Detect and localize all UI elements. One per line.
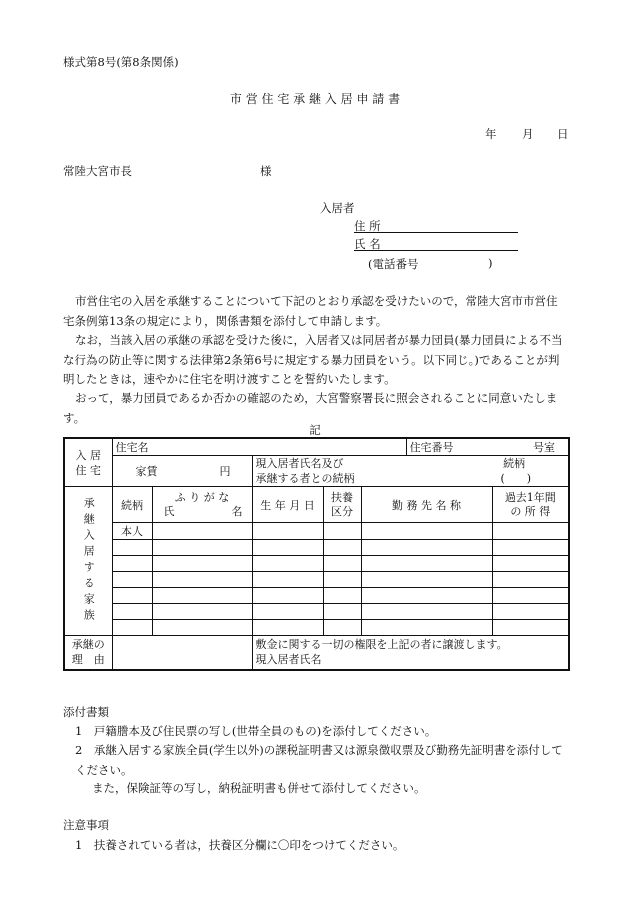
address-field[interactable] xyxy=(354,218,518,233)
attachment-item-2: 2 承継入居する家族全員(学生以外)の課税証明書又は源泉徴収票及び勤務先証明書を添付してください。 xyxy=(75,743,563,777)
rent-cell[interactable]: 家賃 円 xyxy=(112,456,252,487)
addressee-mayor: 常陸大宮市長 xyxy=(63,164,132,178)
col-income: 過去1年間 の 所 得 xyxy=(492,487,569,523)
col-zokugara: 続柄 xyxy=(112,487,152,523)
col-fuyo: 扶養 区分 xyxy=(323,487,361,523)
relation-cell[interactable]: 現入居者氏名及び 続柄 承継する者との続柄 ( ) xyxy=(252,456,569,487)
reason-input[interactable] xyxy=(112,636,252,670)
transfer-cell[interactable]: 敷金に関する一切の権限を上記の者に譲渡します。 現入居者氏名 xyxy=(252,636,569,670)
date-year: 年 xyxy=(485,127,497,141)
table-row[interactable] xyxy=(64,556,569,572)
body-paragraph-1: 市営住宅の入居を承継することについて下記のとおり承認を受けたいので，常陸大宮市市営住宅条例第13条の規定により，関係書類を添付して申請します。 xyxy=(63,294,558,328)
note-item-1: 1 扶養されている者は，扶養区分欄に〇印をつけてください。 xyxy=(75,838,405,852)
attachment-item-3: また，保険証等の写し，納税証明書も併せて添付してください。 xyxy=(92,781,426,795)
table-row[interactable] xyxy=(64,604,569,620)
housing-name-cell[interactable]: 住宅名 xyxy=(112,438,406,456)
body-paragraph-3: おって，暴力団員であるか否かの確認のため，大宮警察署長に照会されることに同意いたします。 xyxy=(63,391,558,425)
table-row[interactable] xyxy=(64,572,569,588)
reason-label: 承継の 理 由 xyxy=(64,636,112,670)
name-label: 氏 名 xyxy=(354,237,381,251)
addressee-sama: 様 xyxy=(260,164,272,178)
applicant-heading: 入居者 xyxy=(320,201,355,215)
col-furigana-name: ふ り が な 氏 名 xyxy=(152,487,252,523)
housing-number-cell[interactable]: 住宅番号 号室 xyxy=(406,438,569,456)
address-label: 住 所 xyxy=(354,219,381,233)
phone-close: ) xyxy=(488,256,493,270)
col-workplace: 勤 務 先 名 称 xyxy=(361,487,492,523)
table-row[interactable] xyxy=(64,540,569,556)
date-month: 月 xyxy=(522,127,534,141)
page-title: 市 営 住 宅 承 継 入 居 申 請 書 xyxy=(229,92,401,106)
ki-heading: 記 xyxy=(309,423,321,437)
table-row[interactable] xyxy=(64,588,569,604)
notes-heading: 注意事項 xyxy=(63,818,109,832)
family-label: 承継入居する家族 xyxy=(64,487,112,636)
attachment-item-1: 1 戸籍謄本及び住民票の写し(世帯全員のもの)を添付してください。 xyxy=(75,724,437,738)
form-number: 様式第8号(第8条関係) xyxy=(63,55,179,69)
housing-label: 入 居 住 宅 xyxy=(64,438,112,487)
phone-label: (電話番号 xyxy=(368,257,419,271)
application-table xyxy=(63,437,570,671)
body-paragraph-2: なお，当該入居の承継の承認を受けた後に，入居者又は同居者が暴力団員(暴力団員による不当な行為の防止等に関する法律第2条第6号に規定する暴力団員をいう。以下同じ。)であることが判明したときは，速やかに住宅を明け渡すことを誓約いたします。 xyxy=(63,333,563,386)
first-row-label: 本人 xyxy=(112,523,152,540)
name-field[interactable] xyxy=(354,236,518,251)
date-day: 日 xyxy=(557,127,569,141)
attachments-heading: 添付書類 xyxy=(63,705,109,719)
col-birthday: 生 年 月 日 xyxy=(252,487,323,523)
table-row[interactable] xyxy=(64,523,569,540)
table-row[interactable] xyxy=(64,620,569,636)
